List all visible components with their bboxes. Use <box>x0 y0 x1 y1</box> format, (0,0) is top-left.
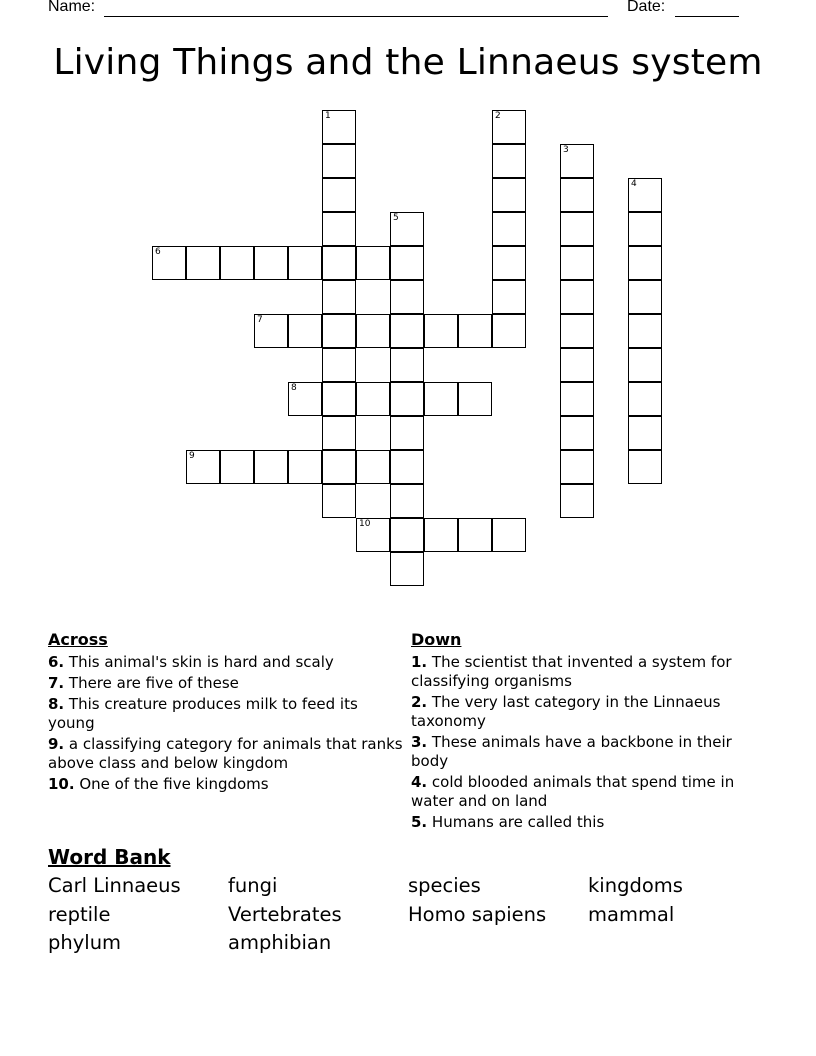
crossword-cell[interactable] <box>424 382 458 416</box>
clue-number: 2. <box>411 693 428 711</box>
crossword-cell[interactable] <box>322 416 356 450</box>
crossword-cell[interactable] <box>390 450 424 484</box>
down-clue <box>411 653 761 691</box>
clue-number: 10 <box>359 519 371 529</box>
down-clue <box>411 773 761 811</box>
clue-number: 6. <box>48 653 65 671</box>
crossword-cell[interactable] <box>628 314 662 348</box>
down-clue <box>411 693 761 731</box>
clue-number: 3 <box>563 145 569 155</box>
crossword-cell[interactable] <box>628 178 662 212</box>
crossword-cell[interactable] <box>492 246 526 280</box>
crossword-cell[interactable] <box>322 348 356 382</box>
clue-number: 5. <box>411 813 428 831</box>
crossword-cell[interactable] <box>560 450 594 484</box>
crossword-cell[interactable] <box>628 450 662 484</box>
crossword-cell[interactable] <box>322 314 356 348</box>
across-clue-list <box>48 653 408 794</box>
word-bank-title: Word Bank <box>48 845 171 869</box>
clue-text: One of the five kingdoms <box>74 775 269 793</box>
clue-text: a classifying category for animals that ranks above class and below kingdom <box>48 735 403 772</box>
word-bank-item: kingdoms <box>588 874 683 897</box>
crossword-cell[interactable] <box>186 450 220 484</box>
crossword-cell[interactable] <box>492 212 526 246</box>
word-bank-item: species <box>408 874 481 897</box>
clue-text: cold blooded animals that spend time in water and on land <box>411 773 735 810</box>
crossword-cell[interactable] <box>628 212 662 246</box>
word-bank-item: reptile <box>48 902 111 926</box>
crossword-cell[interactable] <box>288 382 322 416</box>
crossword-cell[interactable] <box>356 382 390 416</box>
word-bank-item: Homo sapiens <box>408 902 547 926</box>
crossword-cell[interactable] <box>356 246 390 280</box>
word-bank-item: phylum <box>48 931 122 954</box>
clue-number: 1 <box>325 111 331 121</box>
crossword-cell[interactable] <box>458 518 492 552</box>
crossword-cell[interactable] <box>458 314 492 348</box>
crossword-cell[interactable] <box>288 450 322 484</box>
crossword-cell[interactable] <box>560 178 594 212</box>
clue-number: 4 <box>631 179 637 189</box>
word-bank-item: fungi <box>228 874 278 897</box>
crossword-cell[interactable] <box>628 280 662 314</box>
clue-number: 5 <box>393 213 399 223</box>
clue-number: 9 <box>189 451 195 461</box>
crossword-cell[interactable] <box>390 246 424 280</box>
crossword-cell[interactable] <box>220 246 254 280</box>
crossword-cell[interactable] <box>356 314 390 348</box>
crossword-cell[interactable] <box>390 382 424 416</box>
crossword-cell[interactable] <box>560 484 594 518</box>
crossword-cell[interactable] <box>322 144 356 178</box>
name-label: Name: <box>48 0 96 15</box>
crossword-cell[interactable] <box>628 348 662 382</box>
crossword-cell[interactable] <box>492 314 526 348</box>
crossword-cell[interactable] <box>254 314 288 348</box>
down-clue <box>411 733 761 771</box>
crossword-cell[interactable] <box>390 348 424 382</box>
crossword-cell[interactable] <box>288 314 322 348</box>
down-heading: Down <box>411 630 462 649</box>
crossword-cell[interactable] <box>492 144 526 178</box>
word-bank-item: Vertebrates <box>228 902 342 926</box>
clue-number: 2 <box>495 111 501 121</box>
crossword-cell[interactable] <box>356 518 390 552</box>
across-clue <box>48 653 408 672</box>
crossword-cell[interactable] <box>628 382 662 416</box>
clue-number: 4. <box>411 773 428 791</box>
crossword-cell[interactable] <box>390 416 424 450</box>
crossword-cell[interactable] <box>492 178 526 212</box>
crossword-cell[interactable] <box>220 450 254 484</box>
crossword-cell[interactable] <box>560 280 594 314</box>
crossword-cell[interactable] <box>390 484 424 518</box>
crossword-cell[interactable] <box>628 416 662 450</box>
crossword-cell[interactable] <box>322 382 356 416</box>
crossword-cell[interactable] <box>628 246 662 280</box>
crossword-cell[interactable] <box>560 416 594 450</box>
down-clue <box>411 813 761 832</box>
clue-text: This creature produces milk to feed its young <box>48 695 358 732</box>
crossword-cell[interactable] <box>390 280 424 314</box>
crossword-cell[interactable] <box>560 212 594 246</box>
crossword-cell[interactable] <box>560 144 594 178</box>
clue-number: 8. <box>48 695 65 713</box>
crossword-cell[interactable] <box>560 314 594 348</box>
clue-number: 8 <box>291 383 297 393</box>
crossword-cell[interactable] <box>390 552 424 586</box>
crossword-cell[interactable] <box>458 382 492 416</box>
crossword-cell[interactable] <box>390 518 424 552</box>
crossword-cell[interactable] <box>322 280 356 314</box>
crossword-cell[interactable] <box>254 450 288 484</box>
clue-text: The scientist that invented a system for classifying organisms <box>411 653 732 690</box>
crossword-cell[interactable] <box>560 348 594 382</box>
crossword-cell[interactable] <box>322 246 356 280</box>
word-bank-item: mammal <box>588 902 675 926</box>
across-clue <box>48 674 408 693</box>
clue-number: 7 <box>257 315 263 325</box>
down-clues <box>411 630 761 834</box>
crossword-cell[interactable] <box>288 246 322 280</box>
across-clues <box>48 630 408 796</box>
word-bank-item: Carl Linnaeus <box>48 874 181 897</box>
crossword-cell[interactable] <box>152 246 186 280</box>
crossword-cell[interactable] <box>560 246 594 280</box>
crossword-cell[interactable] <box>390 212 424 246</box>
crossword-cell[interactable] <box>492 518 526 552</box>
clue-number: 7. <box>48 674 65 692</box>
clue-number: 6 <box>155 247 161 257</box>
crossword-cell[interactable] <box>322 110 356 144</box>
clue-text: These animals have a backbone in their body <box>411 733 732 770</box>
clue-text: This animal's skin is hard and scaly <box>64 653 334 671</box>
date-label: Date: <box>627 0 666 15</box>
across-clue <box>48 775 408 794</box>
page-title: Living Things and the Linnaeus system <box>53 42 763 83</box>
crossword-cell[interactable] <box>322 484 356 518</box>
crossword-cell[interactable] <box>424 314 458 348</box>
crossword-cell[interactable] <box>322 212 356 246</box>
clue-number: 10. <box>48 775 75 793</box>
across-heading: Across <box>48 630 108 649</box>
crossword-cell[interactable] <box>186 246 220 280</box>
crossword-cell[interactable] <box>424 518 458 552</box>
crossword-cell[interactable] <box>492 110 526 144</box>
clue-number: 3. <box>411 733 428 751</box>
crossword-cell[interactable] <box>492 280 526 314</box>
word-bank-item: amphibian <box>228 931 332 954</box>
crossword-cell[interactable] <box>322 178 356 212</box>
across-clue <box>48 695 408 733</box>
crossword-cell[interactable] <box>356 450 390 484</box>
crossword-cell[interactable] <box>560 382 594 416</box>
down-clue-list <box>411 653 761 832</box>
clue-text: Humans are called this <box>427 813 605 831</box>
across-clue <box>48 735 408 773</box>
crossword-cell[interactable] <box>322 450 356 484</box>
clue-text: The very last category in the Linnaeus taxonomy <box>411 693 721 730</box>
crossword-cell[interactable] <box>390 314 424 348</box>
crossword-cell[interactable] <box>254 246 288 280</box>
clue-text: There are five of these <box>64 674 239 692</box>
clue-number: 1. <box>411 653 428 671</box>
clue-number: 9. <box>48 735 65 753</box>
